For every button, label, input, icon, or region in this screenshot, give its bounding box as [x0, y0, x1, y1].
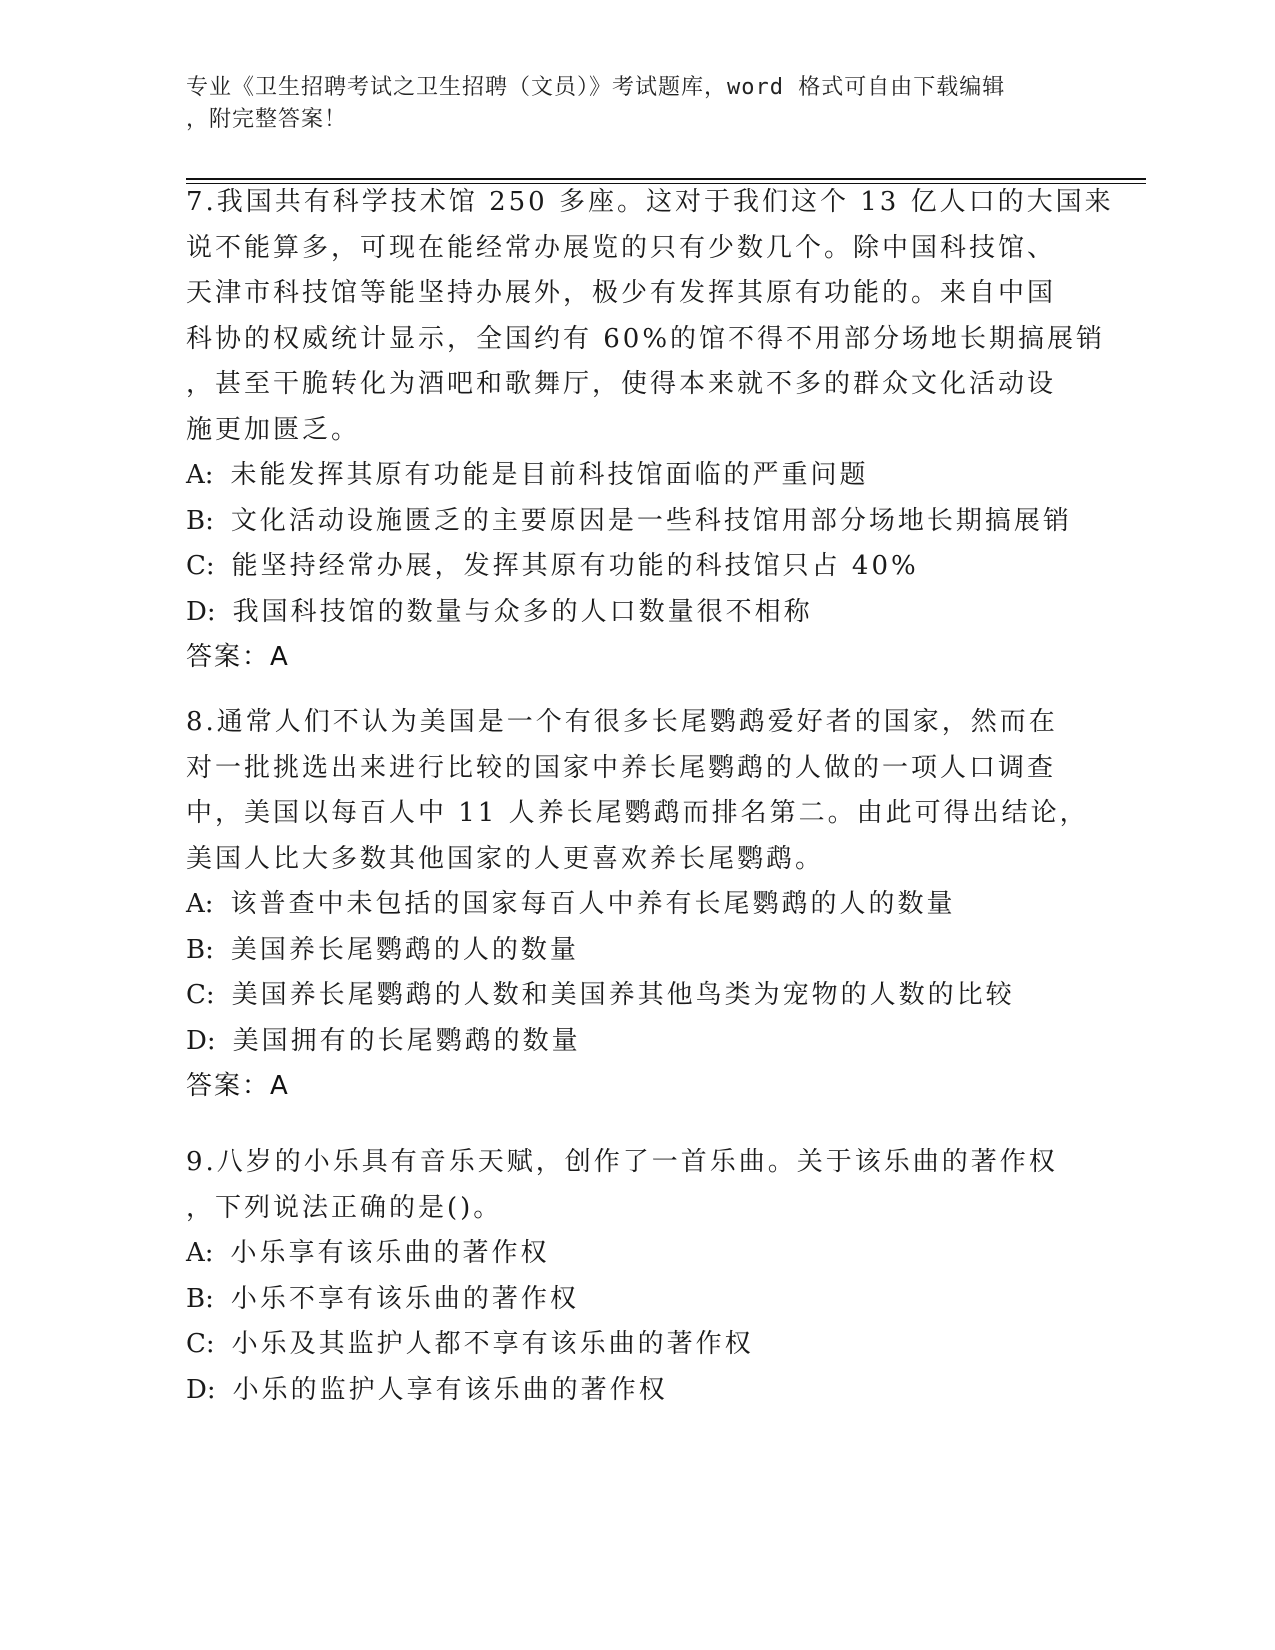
option-c: C: 小乐及其监护人都不享有该乐曲的著作权 — [186, 1329, 754, 1359]
answer-label: 答案：A — [186, 642, 290, 672]
option-text: 小乐的监护人享有该乐曲的著作权 — [232, 1374, 668, 1405]
option-d: D: 小乐的监护人享有该乐曲的著作权 — [186, 1374, 668, 1405]
option-text: 该普查中未包括的国家每百人中养有长尾鹦鹉的人的数量 — [230, 889, 956, 919]
option-letter: D — [186, 1025, 207, 1056]
option-letter: B — [186, 1283, 206, 1314]
option-text: 文化活动设施匮乏的主要原因是一些科技馆用部分场地长期搞展销 — [230, 505, 1072, 536]
option-letter: A — [186, 460, 205, 490]
option-letter: C — [186, 980, 206, 1010]
answer-label: 答案：A — [186, 1071, 290, 1101]
option-letter: B — [186, 505, 206, 536]
question-text-line: ，甚至干脆转化为酒吧和歌舞厅，使得本来就不多的群众文化活动设 — [186, 369, 1057, 399]
question-9 — [186, 1140, 1086, 1413]
header-line-2: ，附完整答案！ — [186, 107, 348, 132]
question-8 — [186, 700, 1089, 1110]
option-text: 美国养长尾鹦鹉的人数和美国养其他鸟类为宠物的人数的比较 — [231, 980, 1015, 1010]
header-line-1: 专业《卫生招聘考试之卫生招聘（文员）》考试题库，word 格式可自由下载编辑 — [186, 75, 1006, 100]
question-text-line: 科协的权威统计显示，全国约有 60%的馆不得不用部分场地长期搞展销 — [186, 323, 1106, 354]
question-text-line: 8.通常人们不认为美国是一个有很多长尾鹦鹉爱好者的国家，然而在 — [186, 707, 1058, 737]
question-text-line: 7.我国共有科学技术馆 250 多座。这对于我们这个 13 亿人口的大国来 — [186, 187, 1114, 217]
option-b: B: 美国养长尾鹦鹉的人的数量 — [186, 934, 579, 965]
option-letter: A — [186, 1238, 205, 1268]
option-letter: C — [186, 551, 206, 581]
option-text: 小乐享有该乐曲的著作权 — [230, 1238, 550, 1268]
option-letter: C — [186, 1329, 206, 1359]
option-text: 小乐不享有该乐曲的著作权 — [230, 1283, 579, 1314]
option-letter: B — [186, 934, 206, 965]
option-b: B: 小乐不享有该乐曲的著作权 — [186, 1283, 579, 1314]
option-text: 美国养长尾鹦鹉的人的数量 — [230, 934, 579, 965]
option-d: D: 美国拥有的长尾鹦鹉的数量 — [186, 1025, 581, 1056]
question-text-line: ，下列说法正确的是()。 — [186, 1192, 503, 1223]
option-text: 未能发挥其原有功能是目前科技馆面临的严重问题 — [230, 460, 869, 490]
option-c: C: 能坚持经常办展，发挥其原有功能的科技馆只占 40% — [186, 551, 919, 581]
option-d: D: 我国科技馆的数量与众多的人口数量很不相称 — [186, 596, 813, 627]
page-header — [186, 72, 1066, 136]
question-text-line: 9.八岁的小乐具有音乐天赋，创作了一首乐曲。关于该乐曲的著作权 — [186, 1147, 1058, 1177]
option-text: 小乐及其监护人都不享有该乐曲的著作权 — [231, 1329, 754, 1359]
option-letter: A — [186, 889, 205, 919]
question-7 — [186, 180, 1114, 681]
question-text-line: 美国人比大多数其他国家的人更喜欢养长尾鹦鹉。 — [186, 843, 825, 874]
option-a: A: 小乐享有该乐曲的著作权 — [186, 1238, 550, 1268]
option-text: 美国拥有的长尾鹦鹉的数量 — [232, 1025, 581, 1056]
option-letter: D — [186, 596, 207, 627]
option-a: A: 该普查中未包括的国家每百人中养有长尾鹦鹉的人的数量 — [186, 889, 956, 919]
option-letter: D — [186, 1374, 207, 1405]
option-a: A: 未能发挥其原有功能是目前科技馆面临的严重问题 — [186, 460, 869, 490]
question-text-line: 对一批挑选出来进行比较的国家中养长尾鹦鹉的人做的一项人口调查 — [186, 752, 1057, 783]
option-c: C: 美国养长尾鹦鹉的人数和美国养其他鸟类为宠物的人数的比较 — [186, 980, 1015, 1010]
question-text-line: 天津市科技馆等能坚持办展外，极少有发挥其原有功能的。来自中国 — [186, 278, 1057, 308]
question-text-line: 中，美国以每百人中 11 人养长尾鹦鹉而排名第二。由此可得出结论， — [186, 798, 1089, 828]
question-text-line: 施更加匮乏。 — [186, 414, 361, 445]
option-text: 能坚持经常办展，发挥其原有功能的科技馆只占 40% — [231, 551, 919, 581]
option-b: B: 文化活动设施匮乏的主要原因是一些科技馆用部分场地长期搞展销 — [186, 505, 1072, 536]
option-text: 我国科技馆的数量与众多的人口数量很不相称 — [232, 596, 813, 627]
question-text-line: 说不能算多，可现在能经常办展览的只有少数几个。除中国科技馆、 — [186, 232, 1057, 263]
